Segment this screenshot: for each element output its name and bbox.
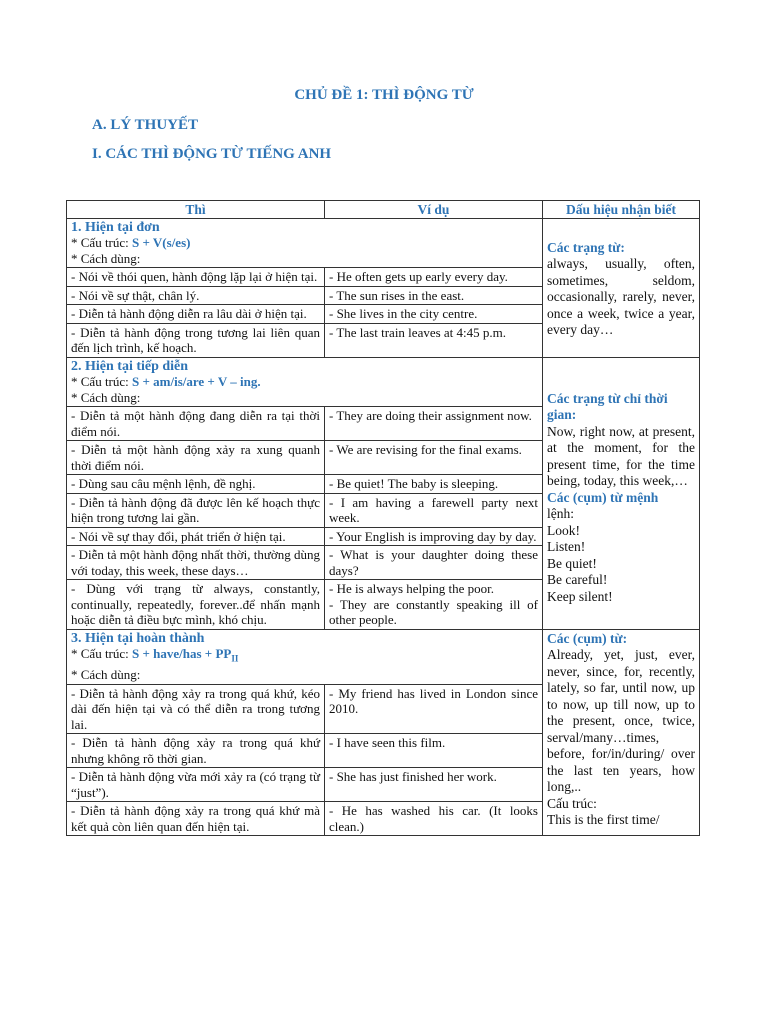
example-cell <box>325 580 543 630</box>
example-cell: - She has just finished her work. <box>325 768 543 802</box>
example-cell: - They are doing their assignment now. <box>325 407 543 441</box>
usage-cell: - Diễn tả một hành động đang diễn ra tại thời điểm nói. <box>67 407 325 441</box>
usage-cell: - Diễn tả hành động trong tương lai liên quan đến lịch trình, kế hoạch. <box>67 323 325 357</box>
present-continuous-signs <box>543 357 700 629</box>
present-simple-title: 1. Hiện tại đơn <box>71 219 160 235</box>
signs-text: Already, yet, just, ever, never, since, for, recently, lately, so far, until now, up to now, up till now, up to the present, once, twice, serval/many…times, before, for/in/during/ over the last ten years, how long,.. <box>547 647 695 794</box>
command-item: Look! <box>547 522 580 538</box>
usage-cell: - Diễn tả hành động xảy ra trong quá khứ nhưng không rõ thời gian. <box>67 734 325 768</box>
present-perfect-title-row <box>67 629 700 684</box>
usage-cell: - Dùng với trạng từ always, constantly, continually, repeatedly, forever..để nhấn mạnh hoặc diễn tả điều bực mình, khó chịu. <box>67 580 325 630</box>
signs-text: This is the first time/ <box>547 812 660 827</box>
example-cell: - She lives in the city centre. <box>325 305 543 324</box>
section-i-heading: I. CÁC THÌ ĐỘNG TỪ TIẾNG ANH <box>92 146 332 162</box>
example-cell: - The sun rises in the east. <box>325 286 543 305</box>
signs-heading: Các trạng từ: <box>547 239 625 255</box>
present-simple-formula: S + V(s/es) <box>132 235 191 250</box>
command-item: Be careful! <box>547 572 608 587</box>
command-item: Be quiet! <box>547 555 597 571</box>
usage-cell: - Nói về sự thật, chân lý. <box>67 286 325 305</box>
present-perfect-title: 3. Hiện tại hoàn thành <box>71 630 205 646</box>
signs-text: Now, right now, at present, at the moment, for the present time, for the time being, today, this week,… <box>547 423 695 488</box>
table-header-row <box>67 201 700 219</box>
signs-heading: Các (cụm) từ: <box>547 630 628 646</box>
signs-heading: Các trạng từ chỉ thời gian: <box>547 390 668 422</box>
command-item: Listen! <box>547 539 586 554</box>
signs-heading-commands: Các (cụm) từ mệnh <box>547 489 659 505</box>
present-simple-title-row <box>67 218 700 268</box>
example-cell: - My friend has lived in London since 2010. <box>325 684 543 734</box>
example-cell: - I am having a farewell party next week. <box>325 493 543 527</box>
usage-label: * Cách dùng: <box>71 250 141 266</box>
command-item: Keep silent! <box>547 588 613 604</box>
structure-line <box>71 235 538 251</box>
tenses-table <box>66 200 700 836</box>
section-a-heading: A. LÝ THUYẾT <box>92 117 198 133</box>
structure-line <box>71 374 538 390</box>
example-cell: - We are revising for the final exams. <box>325 441 543 475</box>
signs-text: always, usually, often, sometimes, seldom, occasionally, rarely, never, once a week, twice a year, every day… <box>547 256 695 337</box>
structure-label: * Cấu trúc: <box>71 646 133 661</box>
document-title: CHỦ ĐỀ 1: THÌ ĐỘNG TỪ <box>294 87 474 103</box>
example-cell: - I have seen this film. <box>325 734 543 768</box>
example-cell: - He has washed his car. (It looks clean.) <box>325 802 543 836</box>
structure-label: * Cấu trúc: <box>71 374 133 389</box>
example-cell: - Your English is improving day by day. <box>325 527 543 546</box>
formula-subscript: II <box>231 653 239 664</box>
present-continuous-title: 2. Hiện tại tiếp diễn <box>71 358 189 374</box>
usage-cell: - Diễn tả một hành động nhất thời, thường dùng với today, this week, these days… <box>67 546 325 580</box>
present-perfect-formula <box>132 646 239 664</box>
formula-main: S + have/has + PP <box>132 646 232 661</box>
usage-cell: - Diễn tả hành động vừa mới xảy ra (có trạng từ “just”). <box>67 768 325 802</box>
present-continuous-formula: S + am/is/are + V – ing. <box>132 374 261 389</box>
structure-label: * Cấu trúc: <box>71 235 133 250</box>
usage-cell: - Nói về sự thay đổi, phát triển ở hiện tại. <box>67 527 325 546</box>
example-cell: - He often gets up early every day. <box>325 268 543 287</box>
usage-label: * Cách dùng: <box>71 389 141 405</box>
example-cell: - Be quiet! The baby is sleeping. <box>325 475 543 494</box>
present-simple-signs <box>543 218 700 357</box>
example-line: - They are constantly speaking ill of other people. <box>329 596 538 627</box>
usage-cell: - Nói về thói quen, hành động lặp lại ở hiện tại. <box>67 268 325 287</box>
usage-cell: - Dùng sau câu mệnh lệnh, đề nghị. <box>67 475 325 494</box>
usage-cell: - Diễn tả hành động diễn ra lâu dài ở hiện tại. <box>67 305 325 324</box>
usage-cell: - Diễn tả hành động xảy ra trong quá khứ, kéo dài đến hiện tại và có thể diễn ra trong tương lai. <box>67 684 325 734</box>
example-cell: - The last train leaves at 4:45 p.m. <box>325 323 543 357</box>
signs-label: Cấu trúc: <box>547 795 597 811</box>
usage-cell: - Diễn tả một hành động xảy ra xung quanh thời điểm nói. <box>67 441 325 475</box>
structure-line <box>71 646 538 667</box>
usage-cell: - Diễn tả hành động đã được lên kế hoạch thực hiện trong tương lai gần. <box>67 493 325 527</box>
example-cell: - What is your daughter doing these days? <box>325 546 543 580</box>
header-signs: Dấu hiệu nhận biết <box>543 201 700 219</box>
signs-label: lệnh: <box>547 506 574 521</box>
usage-cell: - Diễn tả hành động xảy ra trong quá khứ mà kết quả còn liên quan đến hiện tại. <box>67 802 325 836</box>
header-example: Ví dụ <box>325 201 543 219</box>
header-tense: Thì <box>67 201 325 219</box>
present-continuous-title-row <box>67 357 700 407</box>
usage-label: * Cách dùng: <box>71 667 141 683</box>
example-line: - He is always helping the poor. <box>329 581 494 596</box>
present-perfect-signs <box>543 629 700 836</box>
